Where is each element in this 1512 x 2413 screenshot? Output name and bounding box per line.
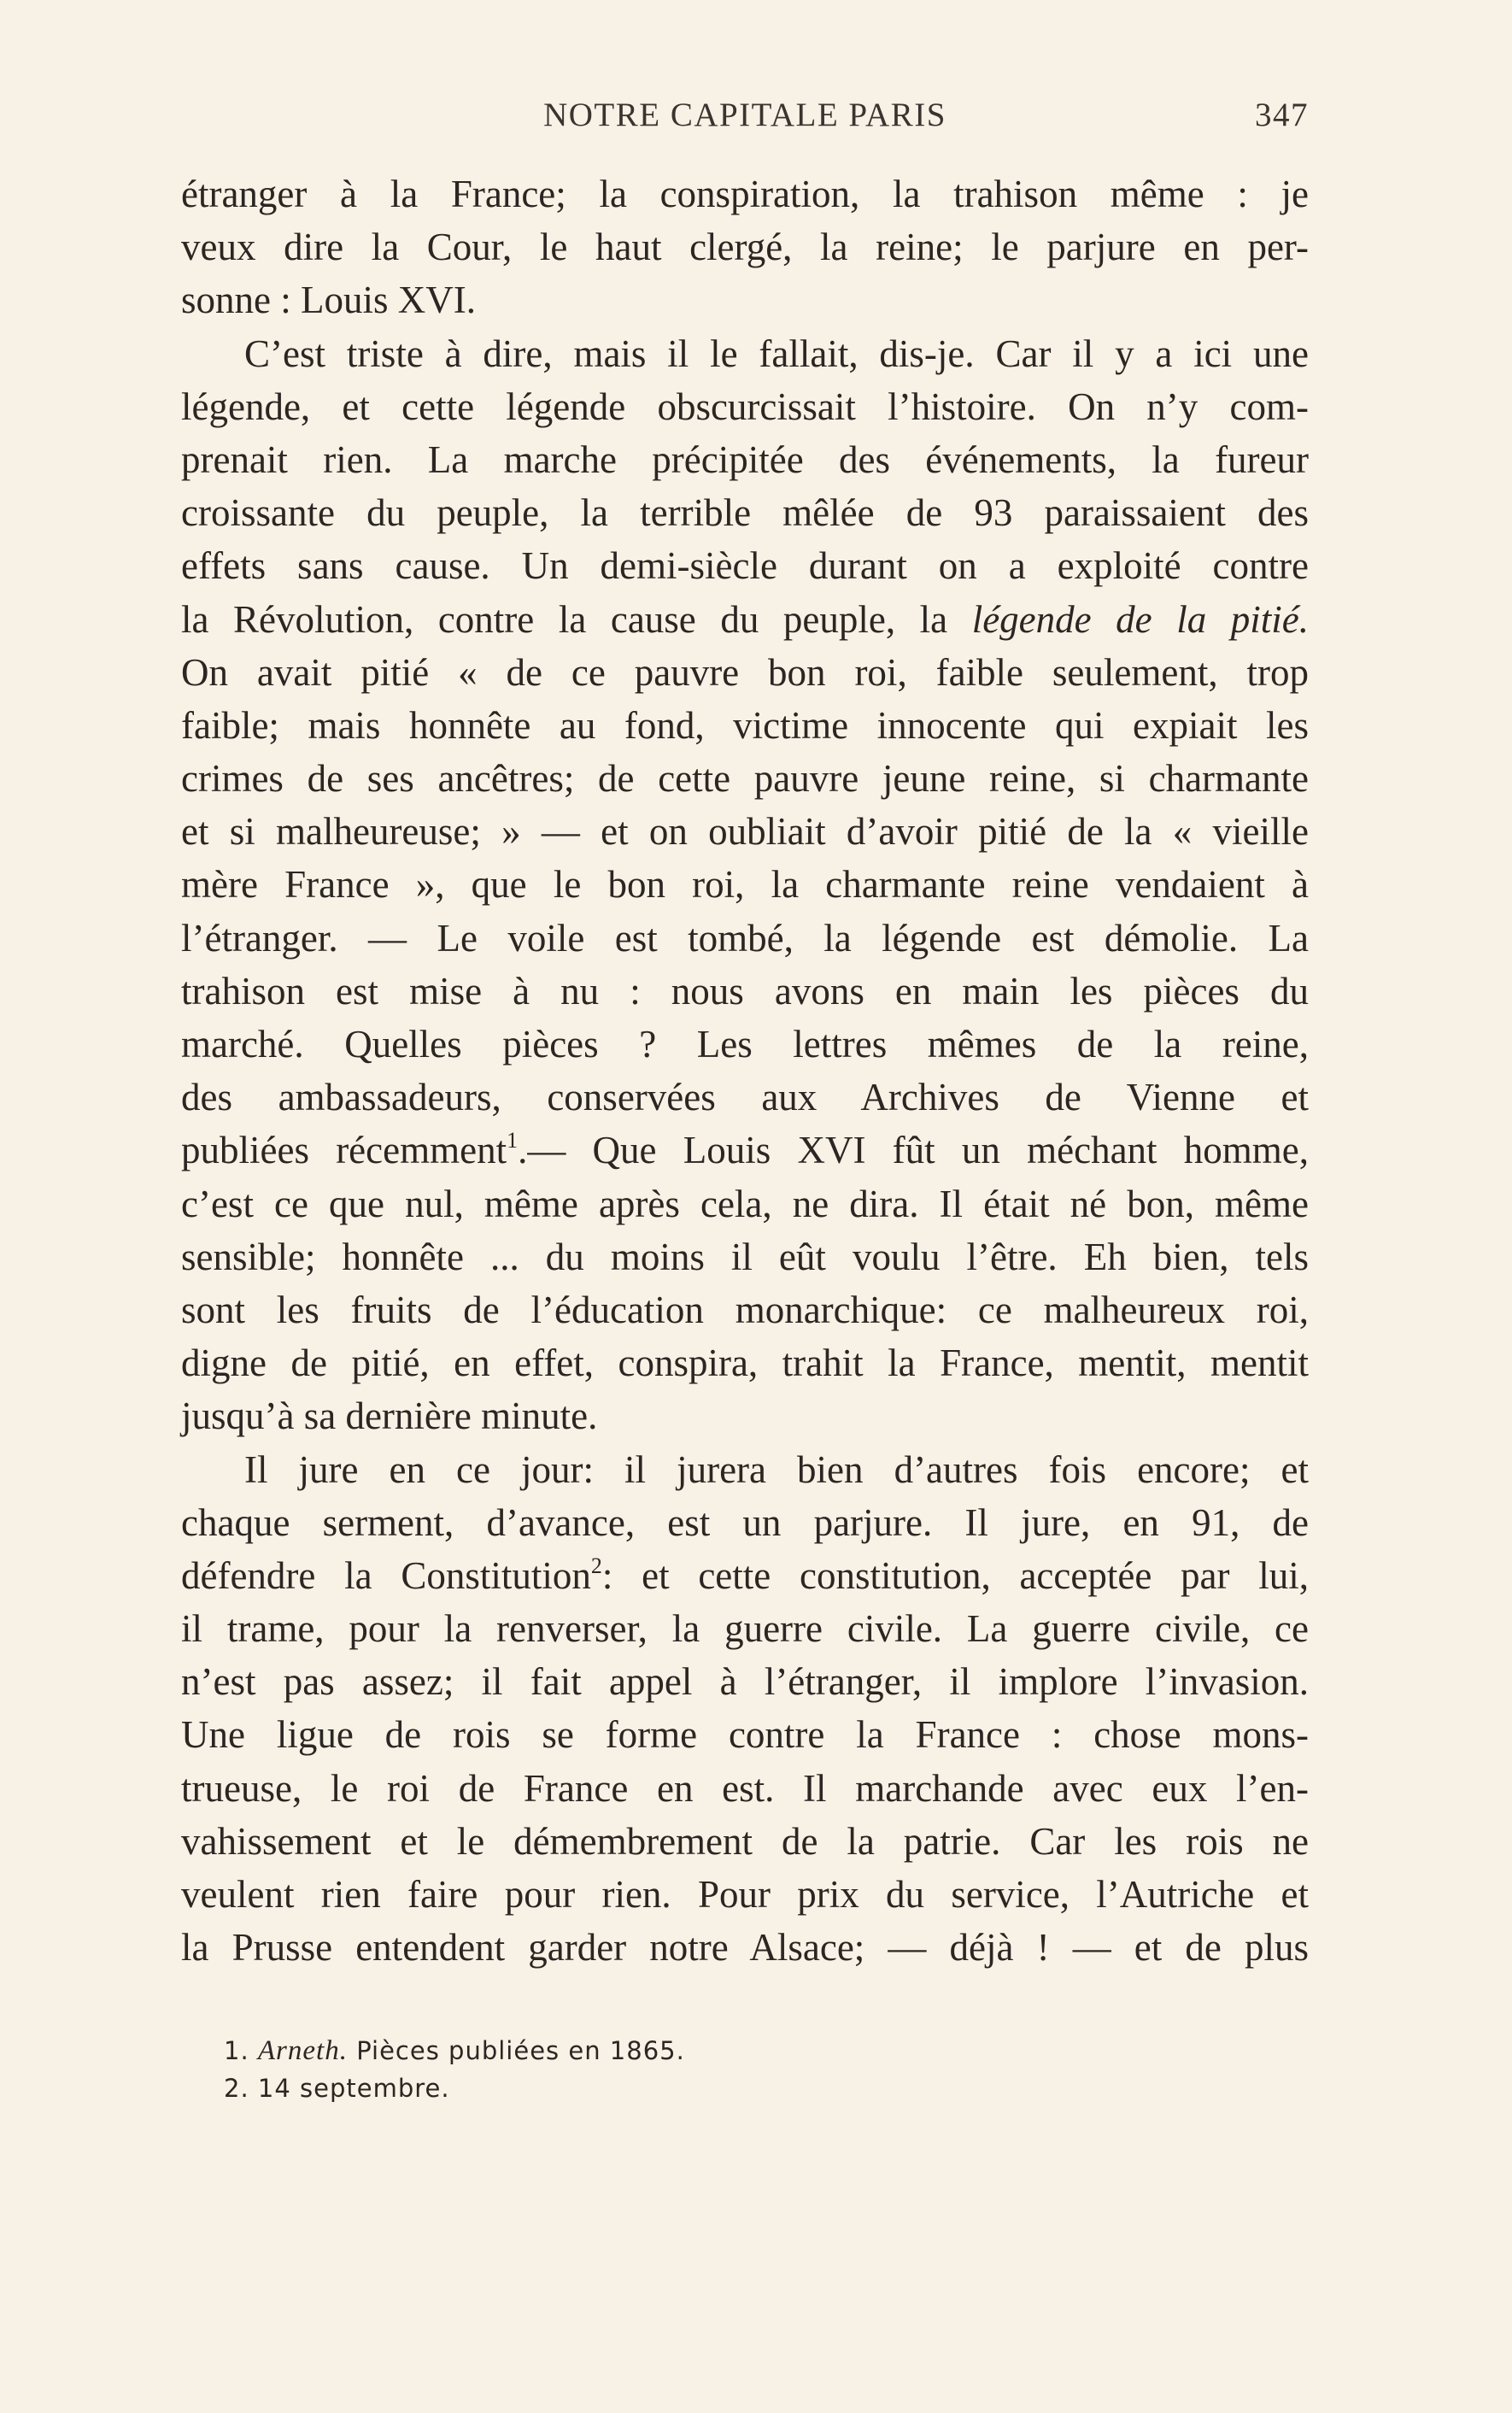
text-segment: la Révolution, contre la cause du peuple, la — [181, 597, 972, 641]
text-line: jusqu’à sa dernière minute. — [181, 1394, 598, 1438]
text-line: c’est ce que nul, même après cela, ne dira. Il était né bon, même — [181, 1182, 1309, 1225]
footnote-2 — [224, 2070, 1309, 2107]
footnote-ref-2[interactable]: 2 — [590, 1553, 602, 1578]
text-line: C’est triste à dire, mais il le fallait, dis-je. Car il y a ici une — [244, 332, 1309, 375]
text-line: trueuse, le roi de France en est. Il marchande avec eux l’en- — [181, 1766, 1309, 1810]
footnote-number: 2. — [224, 2074, 249, 2103]
text-segment: défendre la Constitution — [181, 1553, 591, 1597]
text-line: crimes de ses ancêtres; de cette pauvre jeune reine, si charmante — [181, 757, 1309, 801]
text-line: On avait pitié « de ce pauvre bon roi, faible seulement, trop — [181, 650, 1309, 694]
text-line: trahison est mise à nu : nous avons en main les pièces du — [181, 969, 1309, 1013]
text-segment: .— Que Louis XVI fût un méchant homme, — [518, 1129, 1309, 1172]
footnote-text: Pièces publiées en 1865. — [356, 2036, 685, 2065]
text-line: Une ligue de rois se forme contre la France : chose mons- — [181, 1713, 1309, 1757]
text-line: il trame, pour la renverser, la guerre civile. La guerre civile, ce — [181, 1607, 1309, 1651]
text-line: chaque serment, d’avance, est un parjure. Il jure, en 91, de — [181, 1500, 1309, 1544]
body-text — [181, 167, 1309, 1974]
text-line — [181, 593, 1309, 646]
footnotes — [224, 2032, 1309, 2107]
running-title: NOTRE CAPITALE PARIS — [543, 97, 946, 133]
text-line: et si malheureuse; » — et on oubliait d’avoir pitié de la « vieille — [181, 810, 1309, 854]
footnote-text: 14 septembre. — [257, 2074, 450, 2103]
text-line — [181, 1549, 1309, 1602]
text-line: sonne : Louis XVI. — [181, 279, 476, 322]
text-segment: publiées récemment — [181, 1129, 507, 1172]
text-line: Il jure en ce jour: il jurera bien d’autres fois encore; et — [244, 1447, 1309, 1491]
text-line: légende, et cette légende obscurcissait l’histoire. On n’y com- — [181, 385, 1309, 428]
footnote-author: Arneth. — [257, 2035, 348, 2066]
text-line: faible; mais honnête au fond, victime innocente qui expiait les — [181, 703, 1309, 747]
text-line: digne de pitié, en effet, conspira, trahit la France, mentit, mentit — [181, 1342, 1309, 1385]
page-number: 347 — [1255, 97, 1309, 133]
text-line: veulent rien faire pour rien. Pour prix du service, l’Autriche et — [181, 1873, 1309, 1916]
text-line: étranger à la France; la conspiration, la trahison même : je — [181, 173, 1309, 215]
text-line: effets sans cause. Un demi-siècle durant on a exploité contre — [181, 544, 1309, 588]
text-line: vahissement et le démembrement de la patrie. Car les rois ne — [181, 1819, 1309, 1863]
text-line: sensible; honnête ... du moins il eût voulu l’être. Eh bien, tels — [181, 1235, 1309, 1278]
text-line: des ambassadeurs, conservées aux Archives de Vienne et — [181, 1076, 1309, 1119]
text-line: croissante du peuple, la terrible mêlée de 93 paraissaient des — [181, 491, 1309, 535]
running-head — [181, 96, 1309, 147]
footnote-ref-1[interactable]: 1 — [507, 1128, 519, 1154]
footnote-1 — [224, 2032, 1309, 2070]
text-segment: : et cette constitution, acceptée par lui, — [601, 1553, 1309, 1597]
text-line: marché. Quelles pièces ? Les lettres mêmes de la reine, — [181, 1023, 1309, 1066]
text-line: la Prusse entendent garder notre Alsace; — déjà ! — et de plus — [181, 1926, 1309, 1970]
text-line: veux dire la Cour, le haut clergé, la reine; le parjure en per- — [181, 226, 1309, 269]
text-line — [181, 1124, 1309, 1177]
italic-phrase: légende de la pitié. — [971, 597, 1309, 641]
text-line: prenait rien. La marche précipitée des événements, la fureur — [181, 437, 1309, 481]
text-line: mère France », que le bon roi, la charmante reine vendaient à — [181, 863, 1309, 907]
text-line: l’étranger. — Le voile est tombé, la légende est démolie. La — [181, 916, 1309, 960]
footnote-number: 1. — [224, 2036, 249, 2065]
text-line: sont les fruits de l’éducation monarchique: ce malheureux roi, — [181, 1288, 1309, 1331]
text-line: n’est pas assez; il fait appel à l’étranger, il implore l’invasion. — [181, 1660, 1309, 1704]
